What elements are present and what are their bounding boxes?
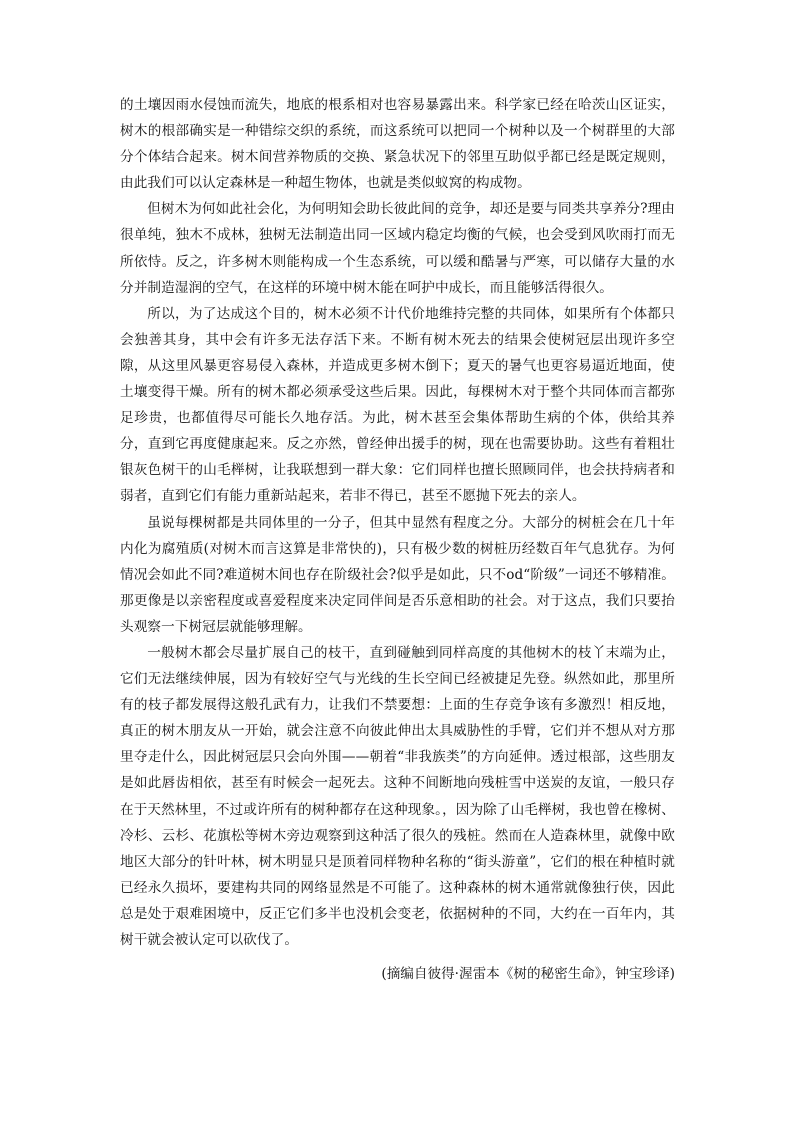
paragraph-1: 的土壤因雨水侵蚀而流失，地底的根系相对也容易暴露出来。科学家已经在哈茨山区证实，树木的根部确实是一种错综交织的系统，而这系统可以把同一个树种以及一个树群里的大部分个体结合起来。树木间营养物质的交换、紧急状况下的邻里互助似乎都已经是既定规则，由此我们可以认定森林是一种超生物体，也就是类似蚁窝的构成物。: [120, 97, 675, 192]
source-citation: (摘编自彼得·渥雷本《树的秘密生命》，钟宝珍译): [381, 966, 675, 983]
paragraph-4: 虽说每棵树都是共同体里的一分子，但其中显然有程度之分。大部分的树桩会在几十年内化为腐殖质(对树木而言这算是非常快的)，只有极少数的树桩历经数百年气息犹存。为何情况会如此不同?难道树木间也存在阶级社会?似乎是如此，只不od“阶级”一词还不够精准。那更像是以亲密程度或喜爱程度来决定同伴间是否乐意相助的社会。对于这点，我们只要抬头观察一下树冠层就能够理解。: [120, 514, 675, 635]
paragraph-3: 所以，为了达成这个目的，树木必须不计代价地维持完整的共同体，如果所有个体都只会独善其身，其中会有许多无法存活下来。不断有树木死去的结果会使树冠层出现许多空隙，从这里风暴更容易侵入森林，并造成更多树木倒下；夏天的暑气也更容易逼近地面，使土壤变得干燥。所有的树木都必须承受这些后果。因此，每棵树木对于整个共同体而言都弥足珍贵，也都值得尽可能长久地存活。为此，树木甚至会集体帮助生病的个体，供给其养分，直到它再度健康起来。反之亦然，曾经伸出援手的树，现在也需要协助。这些有着粗壮银灰色树干的山毛榉树，让我联想到一群大象：它们同样也擅长照顾同伴，也会扶持病者和弱者，直到它们有能力重新站起来，若非不得已，甚至不愿抛下死去的亲人。: [120, 305, 675, 505]
paragraph-5: 一般树木都会尽量扩展自己的枝干，直到碰触到同样高度的其他树木的枝丫末端为止，它们无法继续伸展，因为有较好空气与光线的生长空间已经被捷足先登。纵然如此，那里所有的枝子都发展得这般孔武有力，让我们不禁要想：上面的生存竞争该有多激烈！相反地，真正的树木朋友从一开始，就会注意不向彼此伸出太具威胁性的手臂，它们并不想从对方那里夺走什么，因此树冠层只会向外围——朝着“非我族类”的方向延伸。透过根部，这些朋友是如此唇齿相依，甚至有时候会一起死去。这种不间断地向残桩雪中送炭的友谊，一般只存在于天然林里，不过或许所有的树种都存在这种现象。，因为除了山毛榉树，我也曾在橡树、冷杉、云杉、花旗松等树木旁边观察到这种活了很久的残桩。然而在人造森林里，就像中欧地区大部分的针叶林，树木明显只是顶着同样物种名称的“街头游童”，它们的根在种植时就已经永久损坏，要建构共同的网络显然是不可能了。这种森林的树木通常就像独行侠，因此总是处于艰难困境中，反正它们多半也没机会变老，依据树种的不同，大约在一百年内，其树干就会被认定可以砍伐了。: [120, 644, 675, 948]
document-page: [120, 92, 675, 987]
paragraph-2: 但树木为何如此社会化，为何明知会助长彼此间的竞争，却还是要与同类共享养分?理由很单纯，独木不成林，独树无法制造出同一区域内稳定均衡的气候，也会受到风吹雨打而无所依恃。反之，许多树木则能构成一个生态系统，可以缓和酷暑与严寒，可以储存大量的水分并制造湿润的空气，在这样的环境中树木能在呵护中成长，而且能够活得很久。: [120, 201, 675, 296]
